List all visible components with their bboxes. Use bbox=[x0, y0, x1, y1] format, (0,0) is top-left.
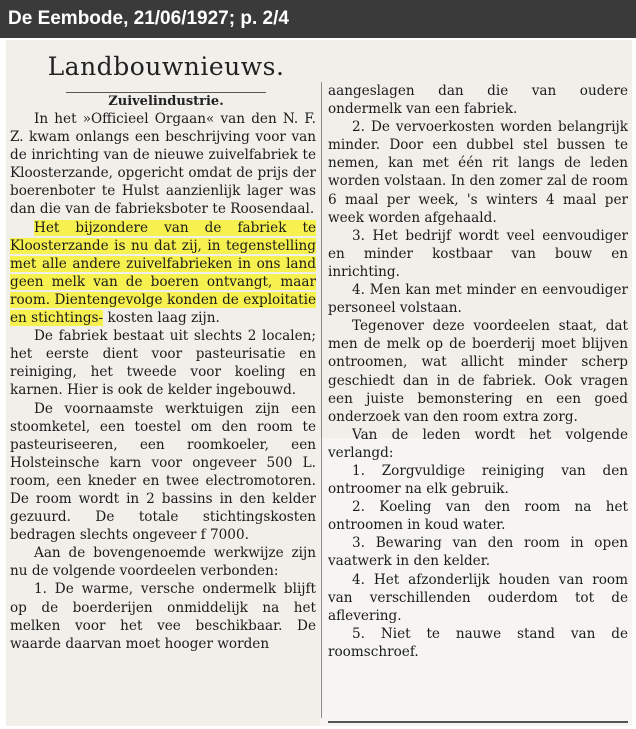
headline-rule bbox=[66, 92, 266, 93]
paragraph: 5. Niet te nauwe stand van de roomschroef. bbox=[328, 625, 628, 660]
article-subheading: Zuivelindustrie. bbox=[108, 94, 224, 109]
paragraph: Van de leden wordt het volgende verlangd: bbox=[328, 426, 628, 461]
paragraph: De fabriek bestaat uit slechts 2 localen; het eerste dient voor pasteurisatie en reiniging, het tweede voor koeling en karnen. Hier is ook de kelder ingebouwd. bbox=[10, 328, 316, 399]
left-column bbox=[10, 110, 316, 653]
highlighted-text: Het bijzondere van de fabriek te Kloosterzande is nu dat zij, in tegenstelling met alle andere zuivelfabrieken in ons land geen melk van de boeren ontvangt, maar room. Dientengevolge konden de exploitatie en stichtings- bbox=[10, 219, 316, 327]
highlighted-paragraph bbox=[10, 219, 316, 328]
clipping-title: De Eembode, 21/06/1927; p. 2/4 bbox=[0, 0, 636, 38]
paragraph: 1. Zorgvuldige reiniging van den ontroomer na elk gebruik. bbox=[328, 462, 628, 498]
paragraph: aangeslagen dan die van oudere ondermelk van een fabriek. bbox=[328, 83, 628, 118]
article-headline: Landbouwnieuws. bbox=[47, 52, 285, 81]
paragraph: 1. De warme, versche ondermelk blijft op de boerderijen onmiddelijk na het melken voor het vee beschikbaar. De waarde daarvan moet hooger worden bbox=[10, 581, 316, 652]
paragraph: Aan de bovengenoemde werkwijze zijn nu de volgende voordeelen verbonden: bbox=[10, 545, 316, 580]
paragraph: Tegenover deze voordeelen staat, dat men de melk op de boerderij moet blijven ontroomen, wat allicht minder scherp geschiedt dan in de fabriek. Ook vragen een juiste bemonstering en een goed onderzoek van den room extra zorg. bbox=[328, 318, 628, 425]
paragraph: 2. De vervoerkosten worden belangrijk minder. Door een dubbel stel bussen te nemen, kan met één rit langs de leden worden volstaan. In den zomer zal de room 6 maal per week, 's winters 4 maal per week worden afgehaald. bbox=[328, 119, 628, 226]
paragraph: De voornaamste werktuigen zijn een stoomketel, een toestel om den room te pasteuriseeren, een roomkoeler, een Holsteinsche karn voor ongeveer 500 L. room, een kneder en twee electromotoren. De room wordt in 2 bassins in den kelder gezuurd. De totale stichtingskosten bedragen slechts ongeveer f 7000. bbox=[10, 400, 316, 544]
column-divider bbox=[321, 82, 322, 718]
newspaper-clipping bbox=[6, 40, 632, 726]
paragraph: 3. Bewaring van den room in open vaatwerk in den kelder. bbox=[328, 535, 628, 570]
paragraph: 4. Men kan met minder en eenvoudiger personeel volstaan. bbox=[328, 282, 628, 317]
paragraph-continuation: kosten laag zijn. bbox=[107, 310, 220, 327]
paragraph: 3. Het bedrijf wordt veel eenvoudiger en minder kostbaar van bouw en inrichting. bbox=[328, 227, 628, 280]
paragraph: In het »Officieel Orgaan« van den N. F. Z. kwam onlangs een beschrijving voor van de inrichting van de nieuwe zuivelfabriek te Kloosterzande, opgericht omdat de prijs der boerenboter te Hulst aanzienlijk lager was dan die van de fabrieksboter te Roosendaal. bbox=[10, 111, 316, 218]
paragraph: 4. Het afzonderlijk houden van room van verschillenden ouderdom tot de aflevering. bbox=[328, 571, 628, 624]
right-column bbox=[328, 82, 628, 661]
article-end-rule bbox=[328, 721, 628, 723]
paragraph: 2. Koeling van den room na het ontroomen in koud water. bbox=[328, 499, 628, 534]
